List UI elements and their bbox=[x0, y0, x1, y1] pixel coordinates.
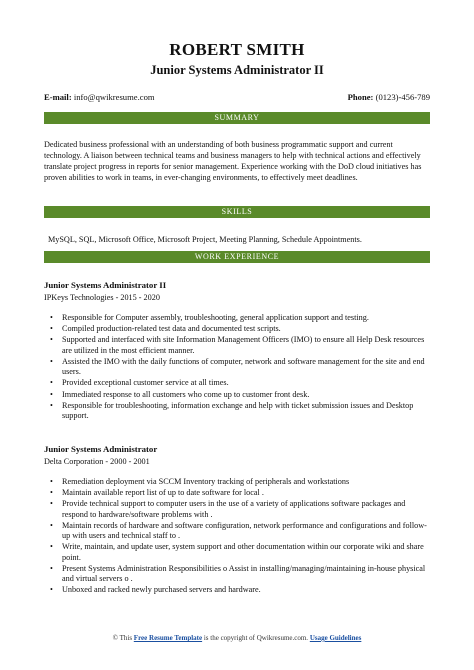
footer-prefix: This bbox=[119, 634, 133, 642]
list-item: • Maintain available report list of up to date software for local . bbox=[44, 488, 430, 498]
job-company: IPKeys Technologies - 2015 - 2020 bbox=[44, 293, 160, 302]
list-item: • Maintain records of hardware and software configuration, network performance and configurations and follow-up with users and technical staff to . bbox=[44, 521, 430, 542]
usage-guidelines-link[interactable]: Usage Guidelines bbox=[309, 634, 362, 642]
footer bbox=[0, 634, 474, 642]
list-item: • Responsible for Computer assembly, troubleshooting, general application support and testing. bbox=[44, 313, 430, 323]
phone-label: Phone: bbox=[347, 92, 374, 102]
list-item: • Present Systems Administration Responsibilities o Assist in installing/managing/maintaining in-house physical and virtual servers o . bbox=[44, 564, 430, 585]
job-title: Junior Systems Administrator bbox=[44, 444, 158, 454]
phone-block bbox=[348, 92, 430, 102]
email-value[interactable]: info@qwikresume.com bbox=[73, 92, 155, 102]
list-item: • Compiled production-related test data and documented test scripts. bbox=[44, 324, 430, 334]
summary-heading: SUMMARY bbox=[44, 112, 430, 124]
experience-heading: WORK EXPERIENCE bbox=[44, 251, 430, 263]
email-label: E-mail: bbox=[44, 92, 72, 102]
list-item: • Provide technical support to computer users in the use of a variety of applications software packages and respond to hardware/software problems with . bbox=[44, 499, 430, 520]
candidate-title: Junior Systems Administrator II bbox=[150, 63, 324, 77]
skills-text: MySQL, SQL, Microsoft Office, Microsoft Project, Meeting Planning, Schedule Appointments. bbox=[48, 235, 362, 244]
list-item: • Unboxed and racked newly purchased servers and hardware. bbox=[44, 585, 430, 595]
free-resume-template-link[interactable]: Free Resume Template bbox=[133, 634, 203, 642]
phone-value: (0123)-456-789 bbox=[375, 92, 430, 102]
job-title: Junior Systems Administrator II bbox=[44, 280, 167, 290]
list-item: • Write, maintain, and update user, system support and other documentation within our corporate wiki and share point. bbox=[44, 542, 430, 563]
summary-text: Dedicated business professional with an understanding of both business programmatic support and current technology. A liaison between technical teams and business managers to help with technical actions and effectively translate project progress in reports for senior management. Experience working with the DoD cloud initiatives has proven abilities to work in teams, in ever-changing environments, to effectively meet deadlines. bbox=[44, 140, 422, 183]
list-item: • Provided exceptional customer service at all times. bbox=[44, 378, 430, 388]
skills-heading: SKILLS bbox=[44, 206, 430, 218]
job-bullets bbox=[44, 313, 430, 422]
email-block bbox=[44, 92, 155, 102]
copyright-icon: © bbox=[112, 634, 118, 642]
contact-row bbox=[44, 92, 430, 102]
job-company: Delta Corporation - 2000 - 2001 bbox=[44, 457, 150, 466]
candidate-name: ROBERT SMITH bbox=[169, 40, 305, 59]
job-bullets bbox=[44, 477, 430, 597]
list-item: • Responsible for troubleshooting, information exchange and help with ticket submission issues and Desktop support. bbox=[44, 401, 430, 422]
list-item: • Remediation deployment via SCCM Inventory tracking of peripherals and workstations bbox=[44, 477, 430, 487]
footer-middle: is the copyright of Qwikresume.com. bbox=[203, 634, 309, 642]
list-item: • Immediated response to all customers who come up to customer front desk. bbox=[44, 390, 430, 400]
list-item: • Supported and interfaced with site Information Management Officers (IMO) to ensure all Help Desk resources are utilized in the most efficient manner. bbox=[44, 335, 430, 356]
list-item: • Assisted the IMO with the daily functions of computer, network and software management for the site and end users. bbox=[44, 357, 430, 378]
